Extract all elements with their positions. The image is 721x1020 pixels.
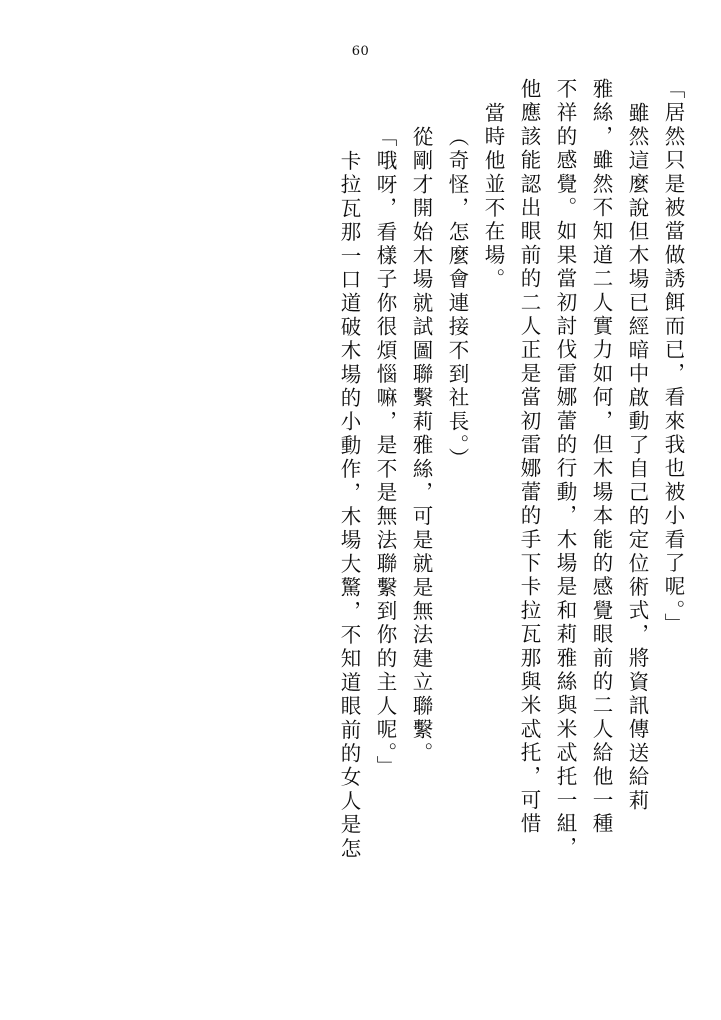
text-line: 雖然這麼說但木場已經暗中啟動了自己的定位術式，將資訊傳送給莉 <box>625 102 649 813</box>
text-line: 卡拉瓦那一口道破木場的小動作，木場大驚，不知道眼前的女人是怎 <box>337 150 361 861</box>
text-line: 不祥的感覺。如果當初討伐雷娜蕾的行動，木場是和莉雅絲與米忒托一組， <box>553 78 577 861</box>
text-line: 當時他並不在場。 <box>481 102 505 292</box>
text-line: 他應該能認出眼前的二人正是當初雷娜蕾的手下卡拉瓦那與米忒托，可惜 <box>517 78 541 837</box>
text-line: 雅絲，雖然不知道二人實力如何，但木場本能的感覺眼前的二人給他一種 <box>589 78 613 837</box>
vertical-text-body <box>30 78 691 958</box>
text-line: 「居然只是被當做誘餌而已，看來我也被小看了呢。」 <box>661 78 685 637</box>
text-line: 從剛才開始木場就試圖聯繫莉雅絲，可是就是無法建立聯繫。 <box>409 126 433 766</box>
text-line: （奇怪，怎麼會連接不到社長。） <box>445 126 469 472</box>
page-number: 60 <box>351 44 370 59</box>
text-line: 「哦呀，看樣子你很煩惱嘛，是不是無法聯繫到你的主人呢。」 <box>373 126 397 780</box>
